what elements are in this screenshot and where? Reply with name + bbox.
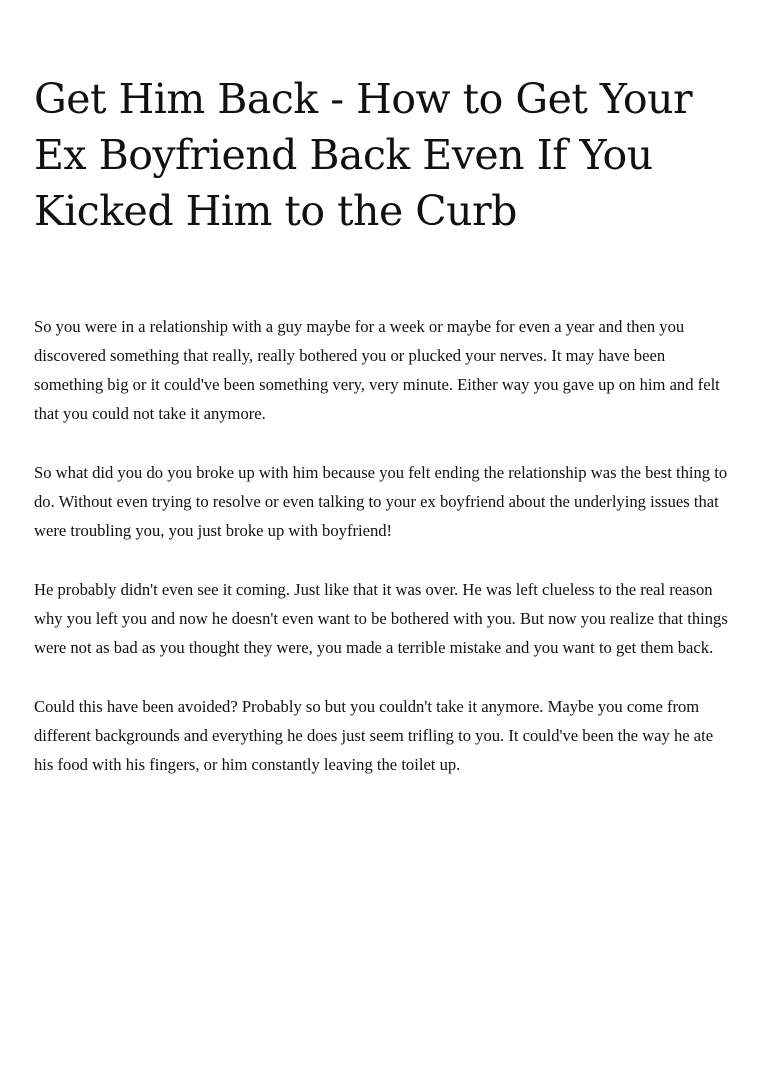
paragraph: So you were in a relationship with a guy maybe for a week or maybe for even a year and then you discovered something that really, really bothered you or plucked your nerves. It may have been something big or it could've been something very, very minute. Either way you gave up on him and felt that you could not take it anymore. [34,317,720,423]
paragraph: Could this have been avoided? Probably so but you couldn't take it anymore. Maybe you come from different backgrounds and everything he does just seem trifling to you. It could've been the way he ate his food with his fingers, or him constantly leaving the toilet up. [34,697,714,774]
document-title: Get Him Back - How to Get Your Ex Boyfriend Back Even If You Kicked Him to the Curb [34,75,693,235]
paragraph: So what did you do you broke up with him because you felt ending the relationship was the best thing to do. Without even trying to resolve or even talking to your ex boyfriend about the underlying issues that were troubling you, you just broke up with boyfriend! [34,463,728,540]
paragraph: He probably didn't even see it coming. Just like that it was over. He was left clueless to the real reason why you left you and now he doesn't even want to be bothered with you. But now you realize that things were not as bad as you thought they were, you made a terrible mistake and you want to get them back. [34,580,728,657]
document-body [34,312,734,809]
